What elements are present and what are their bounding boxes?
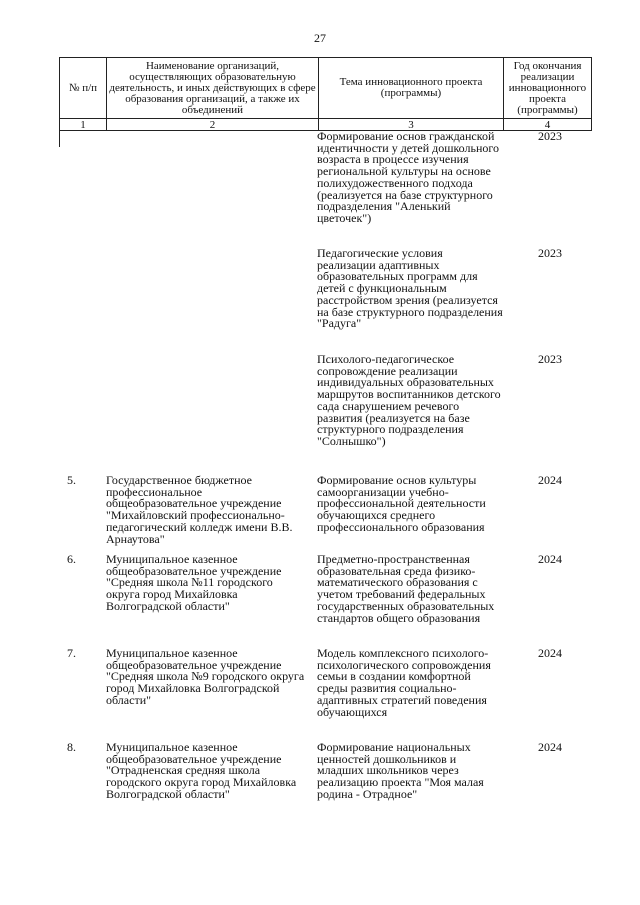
row-topic: Формирование основ культуры самоорганизации учебно-профессиональной деятельности обучающихся среднего профессионального образования — [317, 473, 486, 534]
row-number: 6. — [67, 552, 76, 566]
row-organization: Муниципальное казенное общеобразовательное учреждение "Отрадненская средняя школа городского округа город Михайловка Волгоградской области" — [106, 740, 297, 801]
header-organization: Наименование организаций, осуществляющих образовательную деятельность, и иных действующих в сфере образования организаций, а также их объединений — [107, 58, 319, 119]
header-topic: Тема инновационного проекта (программы) — [319, 58, 504, 119]
row-year: 2023 — [538, 129, 562, 143]
row-number: 7. — [67, 646, 76, 660]
table-edge-line — [59, 131, 60, 147]
column-number-2: 2 — [107, 119, 319, 131]
row-topic: Формирование основ гражданской идентичности у детей дошкольного возраста в процессе изучения региональной культуры на основе полихудожественного подхода (реализуется на базе структурного подразделения "Аленький цветочек") — [317, 129, 500, 225]
row-number: 5. — [67, 473, 76, 487]
column-number-4: 4 — [504, 119, 592, 131]
column-number-1: 1 — [60, 119, 107, 131]
table-body — [59, 131, 591, 822]
table-row — [59, 131, 591, 248]
table-header — [59, 57, 592, 131]
row-topic: Модель комплексного психолого-психологического сопровождения семьи в создании комфортной среды развития социально-адаптивных стратегий поведения обучающихся — [317, 646, 491, 719]
row-topic: Формирование национальных ценностей дошкольников и младших школьников через реализацию проекта "Моя малая родина - Отрадное" — [317, 740, 484, 801]
table-row — [59, 742, 591, 822]
table-row — [59, 248, 591, 354]
table-row — [59, 554, 591, 648]
table-row — [59, 648, 591, 742]
row-topic: Психолого-педагогическое сопровождение реализации индивидуальных образовательных маршрутов воспитанников детского сада снарушением речевого развития (реализуется на базе структурного подразделения "Солнышко") — [317, 352, 501, 448]
row-organization: Муниципальное казенное общеобразовательное учреждение "Средняя школа №11 городского округа город Михайловка Волгоградской области" — [106, 552, 282, 613]
row-organization: Муниципальное казенное общеобразовательное учреждение "Средняя школа №9 городского округа город Михайловка Волгоградской области" — [106, 646, 305, 707]
column-number-3: 3 — [319, 119, 504, 131]
row-topic: Педагогические условия реализации адаптивных образовательных программ для детей с функциональным расстройством зрения (реализуется на базе структурного подразделения "Радуга" — [317, 246, 503, 331]
row-year: 2024 — [538, 740, 562, 754]
header-end-year: Год окончания реализации инновационного проекта (программы) — [504, 58, 592, 119]
row-year: 2023 — [538, 352, 562, 366]
row-organization: Государственное бюджетное профессиональное общеобразовательное учреждение "Михайловский профессионально-педагогический колледж имени В.В. Арнаутова" — [106, 473, 293, 546]
header-number: № п/п — [60, 58, 107, 119]
row-number: 8. — [67, 740, 76, 754]
table-row — [59, 354, 591, 475]
row-year: 2024 — [538, 473, 562, 487]
row-year: 2023 — [538, 246, 562, 260]
row-year: 2024 — [538, 552, 562, 566]
row-topic: Предметно-пространственная образовательная среда физико-математического образования с учетом требований федеральных государственных образовательных стандартов общего образования — [317, 552, 495, 625]
table-row — [59, 475, 591, 554]
page-number: 27 — [314, 31, 326, 45]
row-year: 2024 — [538, 646, 562, 660]
